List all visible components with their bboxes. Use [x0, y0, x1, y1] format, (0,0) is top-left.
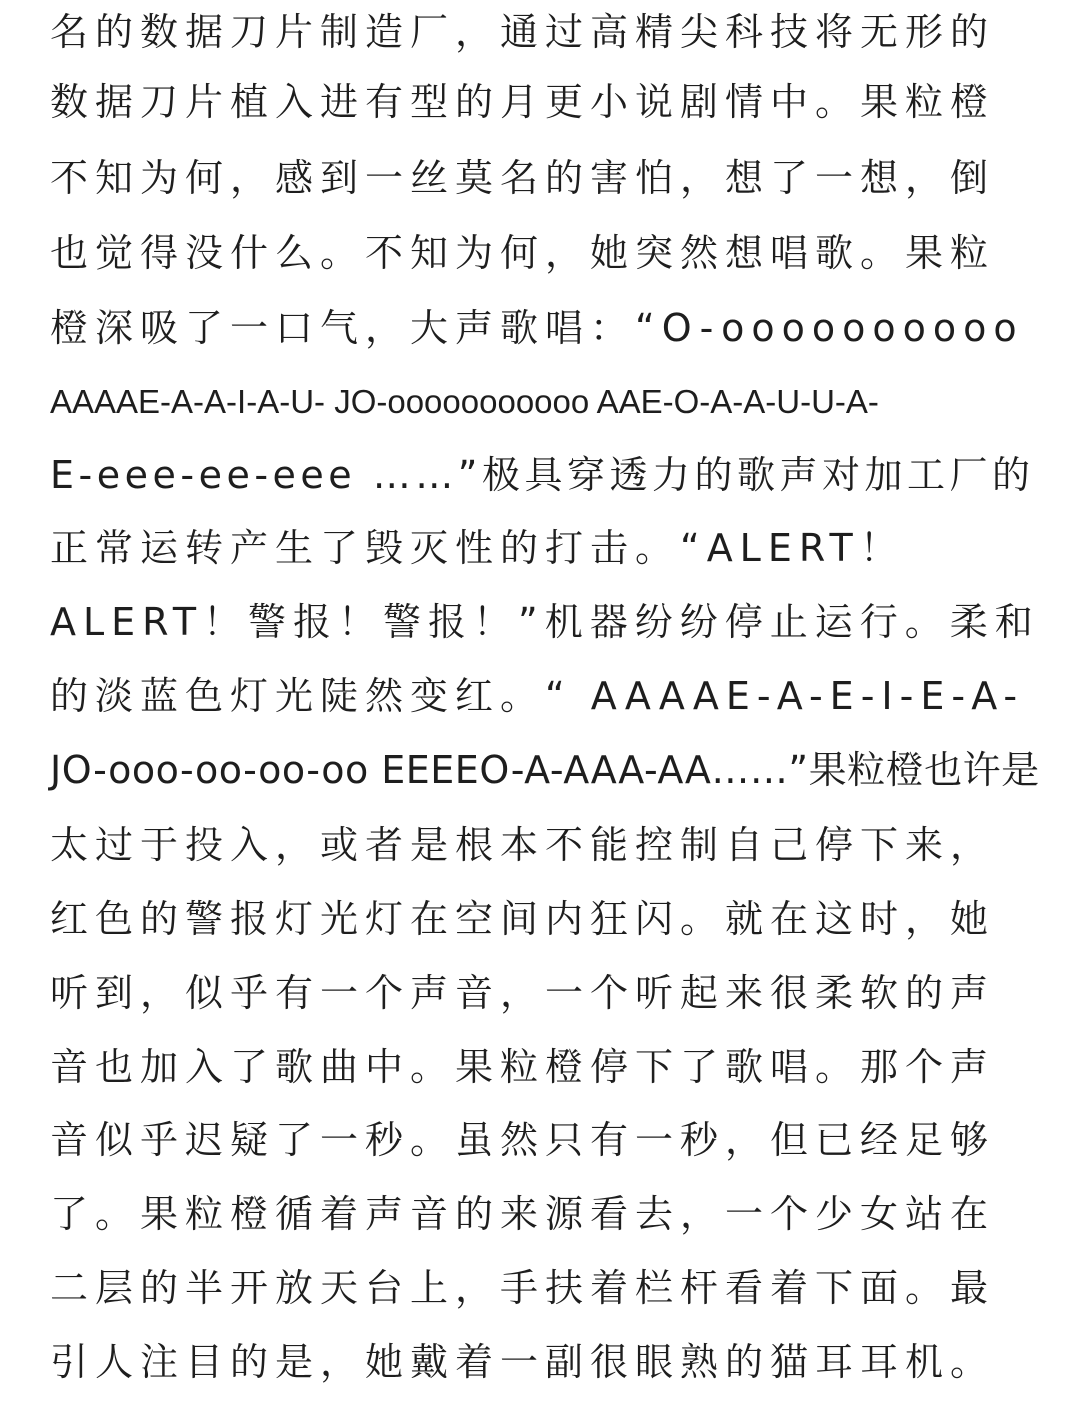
text-line: 音似乎迟疑了一秒。虽然只有一秒，但已经足够 — [50, 1118, 996, 1162]
text-line: 红色的警报灯光灯在空间内狂闪。就在这时，她 — [50, 897, 996, 941]
text-line: ALERT！警报！警报！”机器纷纷停止运行。柔和 — [50, 600, 1040, 644]
text-line: 橙深吸了一口气，大声歌唱：“O-oooooooooo — [50, 306, 1024, 350]
text-line: 了。果粒橙循着声音的来源看去，一个少女站在 — [50, 1192, 996, 1236]
text-line: 音也加入了歌曲中。果粒橙停下了歌唱。那个声 — [50, 1045, 996, 1089]
text-line: 也觉得没什么。不知为何，她突然想唱歌。果粒 — [50, 231, 996, 275]
text-line: 听到，似乎有一个声音，一个听起来很柔软的声 — [50, 971, 996, 1015]
text-line: AAAAE-A-A-I-A-U- JO-ooooooooooo AAE-O-A-A-U-U-A- — [50, 383, 879, 420]
text-line: 引人注目的是，她戴着一副很眼熟的猫耳耳机。 — [50, 1340, 996, 1384]
text-line: 数据刀片植入进有型的月更小说剧情中。果粒橙 — [50, 80, 996, 124]
text-line: 太过于投入，或者是根本不能控制自己停下来， — [50, 823, 996, 867]
text-line: 二层的半开放天台上，手扶着栏杆看着下面。最 — [50, 1266, 996, 1310]
text-line: JO-ooo-oo-oo-oo EEEEO-A-AAA-AA……”果粒橙也许是 — [50, 748, 1040, 792]
text-line: 正常运转产生了毁灭性的打击。“ALERT！ — [50, 526, 905, 570]
text-line: E-eee-ee-eee ……”极具穿透力的歌声对加工厂的 — [50, 453, 1035, 497]
text-line: 不知为何，感到一丝莫名的害怕，想了一想，倒 — [50, 156, 996, 200]
text-line: 名的数据刀片制造厂，通过高精尖科技将无形的 — [50, 10, 996, 54]
text-line: 的淡蓝色灯光陡然变红。“ AAAAE-A-E-I-E-A- — [50, 674, 1025, 718]
